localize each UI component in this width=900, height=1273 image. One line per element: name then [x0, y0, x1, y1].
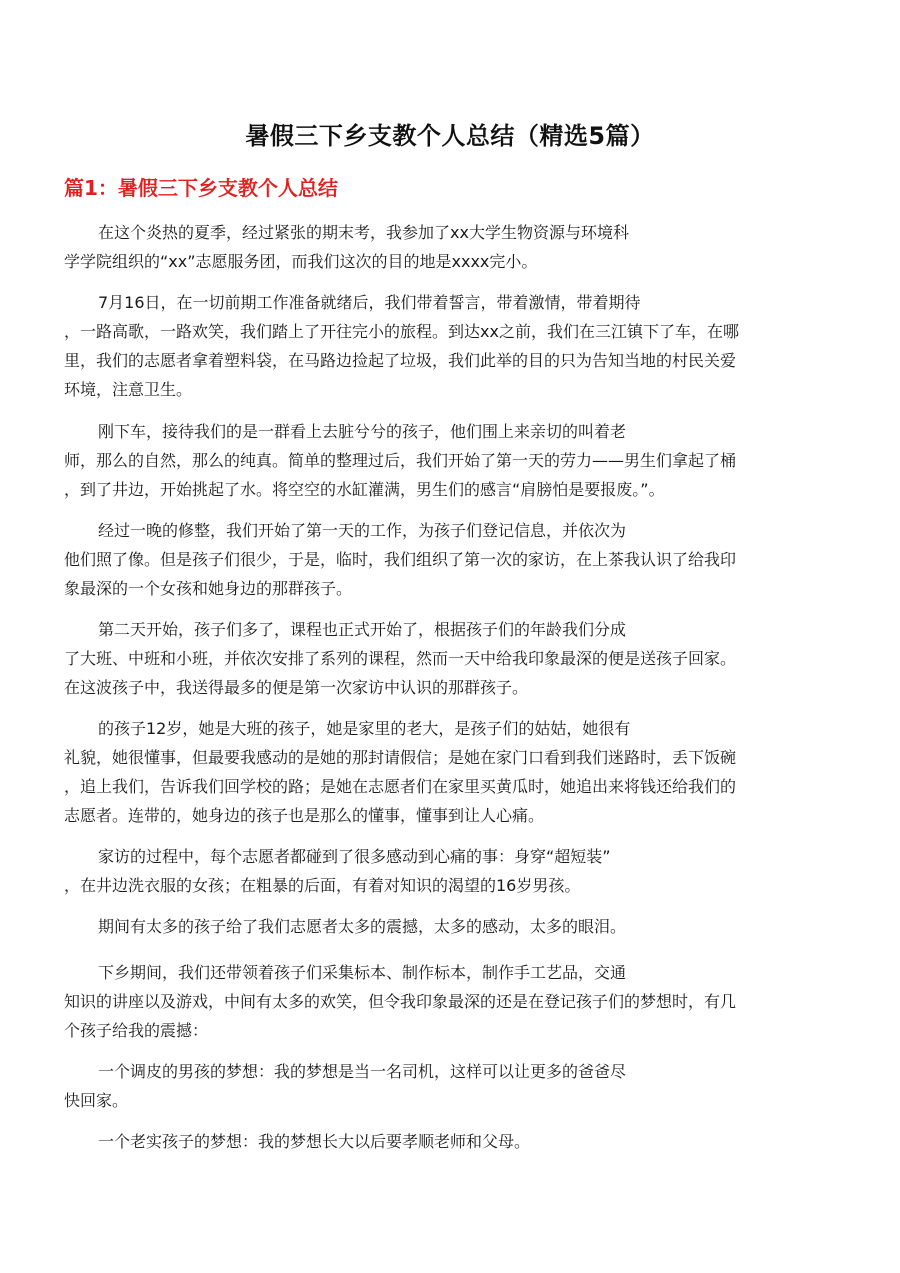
paragraph-line: 第二天开始，孩子们多了，课程也正式开始了，根据孩子们的年龄我们分成 — [98, 620, 627, 639]
paragraph-line: 象最深的一个女孩和她身边的那群孩子。 — [64, 579, 353, 598]
paragraph-line: 的孩子12岁，她是大班的孩子，她是家里的老大，是孩子们的姑姑，她很有 — [98, 719, 631, 738]
paragraph-line: 一个调皮的男孩的梦想：我的梦想是当一名司机，这样可以让更多的爸爸尽 — [98, 1062, 627, 1081]
paragraph-line: 家访的过程中，每个志愿者都碰到了很多感动到心痛的事：身穿“超短装” — [98, 847, 611, 866]
paragraph — [64, 615, 844, 702]
document-title: 暑假三下乡支教个人总结（精选5篇） — [245, 122, 655, 150]
paragraph-line: 学学院组织的“xx”志愿服务团，而我们这次的目的地是xxxx完小。 — [64, 252, 538, 271]
paragraph-line: ，追上我们，告诉我们回学校的路；是她在志愿者们在家里买黄瓜时，她追出来将钱还给我们的 — [64, 777, 737, 796]
paragraph — [64, 958, 844, 1045]
paragraph-line: 环境，注意卫生。 — [64, 380, 193, 399]
section-title: 篇1：暑假三下乡支教个人总结 — [64, 176, 338, 200]
paragraph-line: ，一路高歌，一路欢笑，我们踏上了开往完小的旅程。到达xx之前，我们在三江镇下了车，在哪 — [64, 322, 739, 341]
paragraph-line: 他们照了像。但是孩子们很少，于是，临时，我们组织了第一次的家访，在上茶我认识了给我印 — [64, 550, 737, 569]
paragraph-line: 个孩子给我的震撼： — [64, 1021, 209, 1040]
paragraph-line: 7月16日，在一切前期工作准备就绪后，我们带着誓言，带着激情，带着期待 — [98, 293, 641, 312]
paragraph-line: 师，那么的自然，那么的纯真。简单的整理过后，我们开始了第一天的劳力——男生们拿起了桶 — [64, 451, 737, 470]
paragraph — [64, 1127, 844, 1156]
paragraph — [64, 288, 844, 404]
paragraph-line: 下乡期间，我们还带领着孩子们采集标本、制作标本，制作手工艺品，交通 — [98, 963, 627, 982]
paragraph — [64, 417, 844, 504]
paragraph-line: 礼貌，她很懂事，但最要我感动的是她的那封请假信；是她在家门口看到我们迷路时，丢下饭碗 — [64, 748, 737, 767]
paragraph — [64, 516, 844, 603]
paragraph-line: ，到了井边，开始挑起了水。将空空的水缸灌满，男生们的感言“肩膀怕是要报废。”。 — [64, 480, 665, 499]
paragraph — [64, 912, 844, 941]
paragraph-line: 刚下车，接待我们的是一群看上去脏兮兮的孩子，他们围上来亲切的叫着老 — [98, 422, 627, 441]
paragraph — [64, 714, 844, 830]
paragraph-line: 志愿者。连带的，她身边的孩子也是那么的懂事，懂事到让人心痛。 — [64, 806, 545, 825]
paragraph-line: 里，我们的志愿者拿着塑料袋，在马路边捡起了垃圾，我们此举的目的只为告知当地的村民关爱 — [64, 351, 737, 370]
paragraph — [64, 842, 844, 900]
paragraph-line: 了大班、中班和小班，并依次安排了系列的课程，然而一天中给我印象最深的便是送孩子回家。 — [64, 649, 737, 668]
paragraph-line: 知识的讲座以及游戏，中间有太多的欢笑，但令我印象最深的还是在登记孩子们的梦想时，有几 — [64, 992, 737, 1011]
paragraph-line: 快回家。 — [64, 1091, 129, 1110]
paragraph-line: 期间有太多的孩子给了我们志愿者太多的震撼，太多的感动，太多的眼泪。 — [98, 917, 627, 936]
paragraph — [64, 1057, 844, 1115]
paragraph-line: ，在井边洗衣服的女孩；在粗暴的后面，有着对知识的渴望的16岁男孩。 — [64, 876, 581, 895]
paragraph-line: 在这个炎热的夏季，经过紧张的期末考，我参加了xx大学生物资源与环境科 — [98, 223, 629, 242]
paragraph — [64, 218, 844, 276]
paragraph-line: 一个老实孩子的梦想：我的梦想长大以后要孝顺老师和父母。 — [98, 1132, 531, 1151]
paragraph-line: 在这波孩子中，我送得最多的便是第一次家访中认识的那群孩子。 — [64, 678, 529, 697]
paragraph-line: 经过一晚的修整，我们开始了第一天的工作，为孩子们登记信息，并依次为 — [98, 521, 627, 540]
